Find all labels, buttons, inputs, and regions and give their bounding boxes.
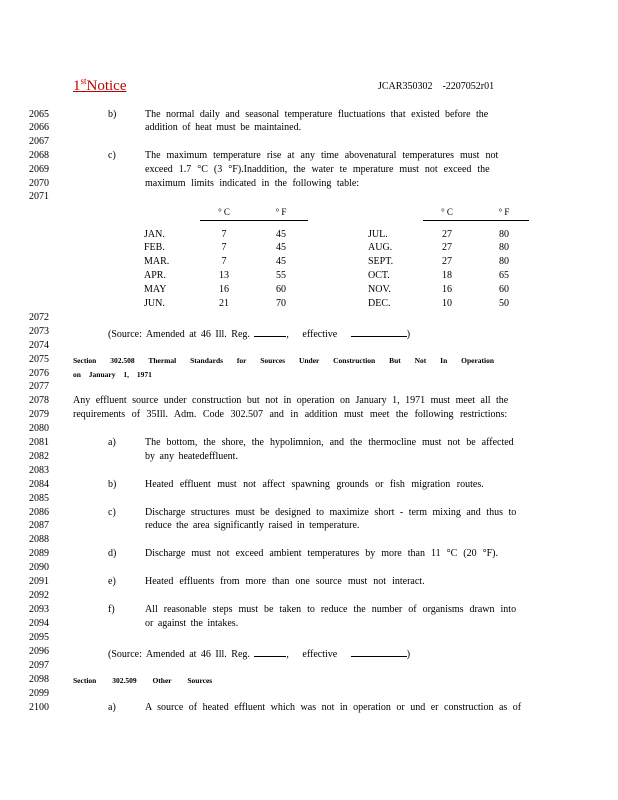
celsius-cell: 13 [219, 270, 229, 281]
source-note: (Source: Amended at 46 Ill. Reg. , effective ) [108, 329, 411, 340]
col-header-f: ° F [498, 207, 510, 217]
reg-blank [254, 647, 286, 657]
month-cell: OCT. [368, 270, 390, 281]
celsius-cell: 16 [442, 284, 452, 295]
month-cell: APR. [144, 270, 166, 281]
effective-blank [351, 327, 407, 337]
fahrenheit-cell: 65 [499, 270, 509, 281]
line-number: 2069 [29, 164, 49, 175]
line-number: 2098 [29, 674, 49, 685]
line-number: 2089 [29, 548, 49, 559]
line-number: 2085 [29, 493, 49, 504]
line-number: 2072 [29, 312, 49, 323]
line-number: 2065 [29, 109, 49, 120]
para-508-line1: Any effluent source under construction but not in operation on January 1, 1971 must meet all the [73, 395, 509, 406]
doc-id: JCAR350302 -2207052r01 [378, 81, 495, 92]
month-cell: JUL. [368, 229, 388, 240]
line-number: 2087 [29, 520, 49, 531]
item-f-line2: or against the intakes. [145, 618, 239, 629]
line-number: 2075 [29, 354, 49, 365]
item-label: a) [108, 702, 116, 713]
line-number: 2076 [29, 368, 49, 379]
line-number: 2073 [29, 326, 49, 337]
item-f-line1: All reasonable steps must be taken to reduce the number of organisms drawn into [145, 604, 517, 615]
line-number: 2100 [29, 702, 49, 713]
item-c-line2: reduce the area significantly raised in temperature. [145, 520, 360, 531]
fahrenheit-cell: 80 [499, 242, 509, 253]
line-number: 2071 [29, 191, 49, 202]
fahrenheit-cell: 60 [276, 284, 286, 295]
fahrenheit-cell: 55 [276, 270, 286, 281]
month-cell: FEB. [144, 242, 165, 253]
celsius-cell: 27 [442, 256, 452, 267]
celsius-cell: 18 [442, 270, 452, 281]
line-number: 2097 [29, 660, 49, 671]
celsius-cell: 21 [219, 298, 229, 309]
fahrenheit-cell: 60 [499, 284, 509, 295]
line-number: 2095 [29, 632, 49, 643]
item-label: e) [108, 576, 116, 587]
para-509-line1: A source of heated effluent which was not in operation or und er construction as of [145, 702, 522, 713]
month-cell: JAN. [144, 229, 165, 240]
item-e-line1: Heated effluents from more than one source must not interact. [145, 576, 425, 587]
item-a-line2: by any heatedeffluent. [145, 451, 238, 462]
line-number: 2078 [29, 395, 49, 406]
celsius-cell: 10 [442, 298, 452, 309]
fahrenheit-cell: 45 [276, 256, 286, 267]
item-label: b) [108, 479, 117, 490]
month-cell: DEC. [368, 298, 391, 309]
line-number: 2079 [29, 409, 49, 420]
line-number: 2083 [29, 465, 49, 476]
month-cell: MAY [144, 284, 167, 295]
celsius-cell: 7 [221, 256, 227, 267]
col-header-c: ° C [441, 207, 453, 217]
line-number: 2074 [29, 340, 49, 351]
line-number: 2088 [29, 534, 49, 545]
line-number: 2094 [29, 618, 49, 629]
line-number: 2096 [29, 646, 49, 657]
item-label: d) [108, 548, 117, 559]
item-a-line1: The bottom, the shore, the hypolimnion, and the thermocline must not be affected [145, 437, 514, 448]
line-number: 2093 [29, 604, 49, 615]
celsius-cell: 7 [221, 242, 227, 253]
item-label: a) [108, 437, 116, 448]
fahrenheit-cell: 45 [276, 242, 286, 253]
line-number: 2077 [29, 381, 49, 392]
item-c-line1: Discharge structures must be designed to maximize short - term mixing and thus to [145, 507, 517, 518]
month-cell: JUN. [144, 298, 165, 309]
item-label: c) [108, 150, 116, 161]
month-cell: AUG. [368, 242, 393, 253]
item-b-line1: Heated effluent must not affect spawning grounds or fish migration routes. [145, 479, 484, 490]
effective-blank [351, 647, 407, 657]
item-label: c) [108, 507, 116, 518]
line-number: 2067 [29, 136, 49, 147]
para-c-line2: exceed 1.7 °C (3 °F).Inaddition, the water te mperature must not exceed the [145, 164, 490, 175]
month-cell: MAR. [144, 256, 170, 267]
celsius-cell: 7 [221, 229, 227, 240]
line-number: 2099 [29, 688, 49, 699]
fahrenheit-cell: 80 [499, 229, 509, 240]
line-number: 2084 [29, 479, 49, 490]
col-header-c: ° C [218, 207, 230, 217]
para-508-line2: requirements of 35Ill. Adm. Code 302.507 and in addition must meet the following restrictions: [73, 409, 508, 420]
reg-blank [254, 327, 286, 337]
celsius-cell: 27 [442, 242, 452, 253]
para-c-line3: maximum limits indicated in the following table: [145, 178, 360, 189]
para-c-line1: The maximum temperature rise at any time abovenatural temperatures must not [145, 150, 499, 161]
celsius-cell: 16 [219, 284, 229, 295]
section-heading: Section 302.509 Other Sources [73, 676, 213, 685]
line-number: 2070 [29, 178, 49, 189]
section-heading-cont: on January 1, 1971 [73, 370, 152, 379]
col-header-f: ° F [275, 207, 287, 217]
line-number: 2092 [29, 590, 49, 601]
item-label: f) [108, 604, 115, 615]
line-number: 2082 [29, 451, 49, 462]
item-label: b) [108, 109, 117, 120]
notice-label: 1stNotice [73, 76, 127, 94]
line-number: 2091 [29, 576, 49, 587]
month-cell: SEPT. [368, 256, 394, 267]
fahrenheit-cell: 50 [499, 298, 509, 309]
fahrenheit-cell: 45 [276, 229, 286, 240]
header-rule [200, 220, 308, 221]
line-number: 2081 [29, 437, 49, 448]
header-rule [423, 220, 529, 221]
item-d-line1: Discharge must not exceed ambient temperatures by more than 11 °C (20 °F). [145, 548, 498, 559]
celsius-cell: 27 [442, 229, 452, 240]
para-b-line2: addition of heat must be maintained. [145, 122, 302, 133]
line-number: 2086 [29, 507, 49, 518]
section-heading: Section 302.508 Thermal Standards for Sources Under Construction But Not In Operation [73, 356, 495, 365]
line-number: 2066 [29, 122, 49, 133]
para-b-line1: The normal daily and seasonal temperature fluctuations that existed before the [145, 109, 489, 120]
line-number: 2080 [29, 423, 49, 434]
month-cell: NOV. [368, 284, 391, 295]
fahrenheit-cell: 80 [499, 256, 509, 267]
line-number: 2090 [29, 562, 49, 573]
line-number: 2068 [29, 150, 49, 161]
source-note: (Source: Amended at 46 Ill. Reg. , effective ) [108, 649, 411, 660]
fahrenheit-cell: 70 [276, 298, 286, 309]
